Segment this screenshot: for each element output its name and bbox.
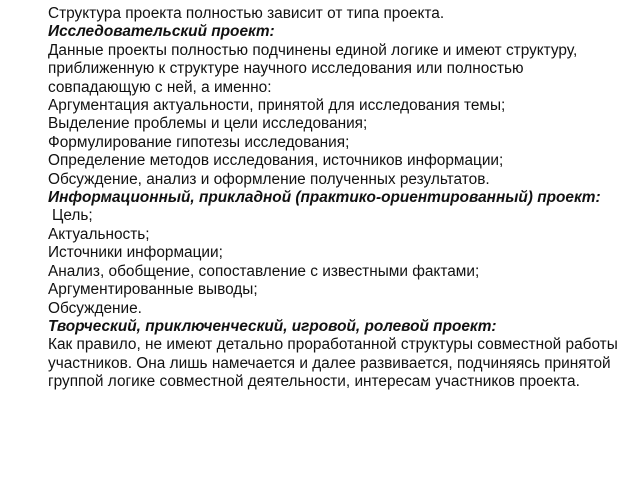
list-item: Анализ, обобщение, сопоставление с известными фактами; [48, 262, 480, 280]
list-item: Обсуждение. [48, 299, 142, 317]
slide-text-body [48, 5, 630, 392]
section-heading-informational: Информационный, прикладной (практико-ориентированный) проект: [48, 189, 601, 207]
section-heading-research: Исследовательский проект: [48, 23, 275, 41]
list-item: Актуальность; [48, 225, 150, 243]
section-paragraph-creative: Как правило, не имеют детально проработанной структуры совместной работы участников. Она лишь намечается и далее развивается, подчиняясь принятой группой логике совместной деятельности, интересам участников проекта. [48, 336, 618, 391]
list-item: Определение методов исследования, источников информации; [48, 152, 504, 170]
list-item: Обсуждение, анализ и оформление полученных результатов. [48, 170, 490, 188]
list-item: Выделение проблемы и цели исследования; [48, 115, 368, 133]
intro-text: Структура проекта полностью зависит от типа проекта. [48, 5, 445, 22]
list-item: Формулирование гипотезы исследования; [48, 133, 350, 151]
list-item: Аргументированные выводы; [48, 281, 258, 299]
list-item: Источники информации; [48, 244, 223, 262]
section-paragraph-research: Данные проекты полностью подчинены единой логике и имеют структуру, приближенную к структуре научного исследования или полностью совпадающую с ней, а именно: [48, 41, 578, 96]
list-item: Цель; [52, 207, 93, 225]
list-item: Аргументация актуальности, принятой для исследования темы; [48, 97, 506, 115]
section-heading-creative: Творческий, приключенческий, игровой, ролевой проект: [48, 317, 497, 335]
